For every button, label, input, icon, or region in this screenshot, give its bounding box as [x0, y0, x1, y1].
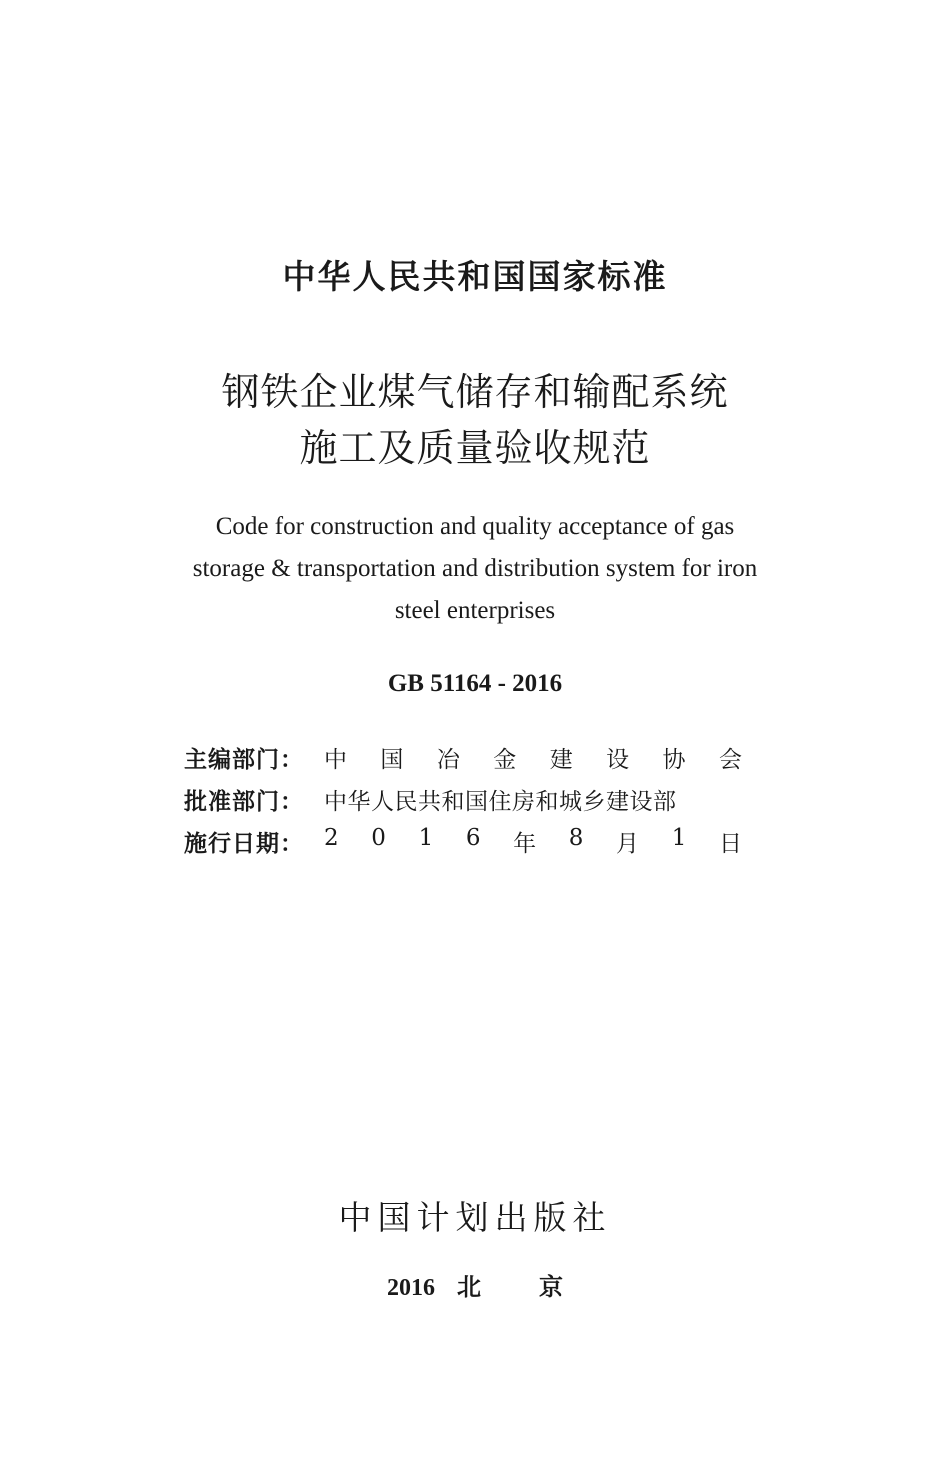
editor-char: 建	[549, 746, 573, 773]
editor-char: 金	[493, 746, 517, 773]
standard-header: 中华人民共和国国家标准	[282, 257, 668, 296]
date-char: 年	[513, 830, 537, 857]
date-char: 0	[371, 824, 386, 851]
editor-char: 中	[324, 746, 347, 773]
date-char: 8	[568, 824, 584, 851]
editor-value	[324, 741, 742, 774]
publisher-name: 中国计划出版社	[338, 1198, 612, 1237]
effective-date-row	[184, 820, 754, 862]
title-en-line-1: Code for construction and quality acceptance of gas	[215, 513, 735, 540]
editor-label: 主编部门：	[184, 745, 304, 773]
info-block	[184, 736, 754, 862]
date-char: 1	[418, 824, 434, 851]
editor-char: 设	[606, 746, 630, 773]
approver-label: 批准部门：	[184, 787, 304, 815]
title-cn-line-1: 钢铁企业煤气储存和输配系统	[221, 370, 729, 414]
date-char: 月	[616, 830, 640, 857]
approver-value: 中华人民共和国住房和城乡建设部	[324, 788, 677, 815]
effective-date-label: 施行日期：	[184, 829, 304, 857]
editor-row	[184, 736, 754, 778]
editor-char: 国	[380, 746, 404, 773]
date-char: 6	[465, 824, 481, 851]
effective-date-value	[324, 825, 742, 858]
editor-char: 会	[718, 746, 742, 773]
standard-code: GB 51164 - 2016	[387, 670, 563, 697]
title-en-line-2: storage & transportation and distribution system for iron	[192, 555, 758, 582]
date-char: 1	[671, 824, 687, 851]
title-cn-line-2: 施工及质量验收规范	[299, 426, 651, 470]
publication-year-place	[0, 1268, 950, 1308]
date-char: 2	[324, 824, 339, 851]
publication-city-char-2: 京	[539, 1275, 563, 1301]
editor-char: 冶	[436, 746, 460, 773]
publication-year: 2016	[387, 1275, 435, 1301]
approver-row	[184, 778, 754, 820]
date-char: 日	[718, 830, 742, 857]
publication-city-char-1: 北	[457, 1275, 481, 1301]
editor-char: 协	[662, 746, 686, 773]
title-en-line-3: steel enterprises	[394, 597, 556, 624]
